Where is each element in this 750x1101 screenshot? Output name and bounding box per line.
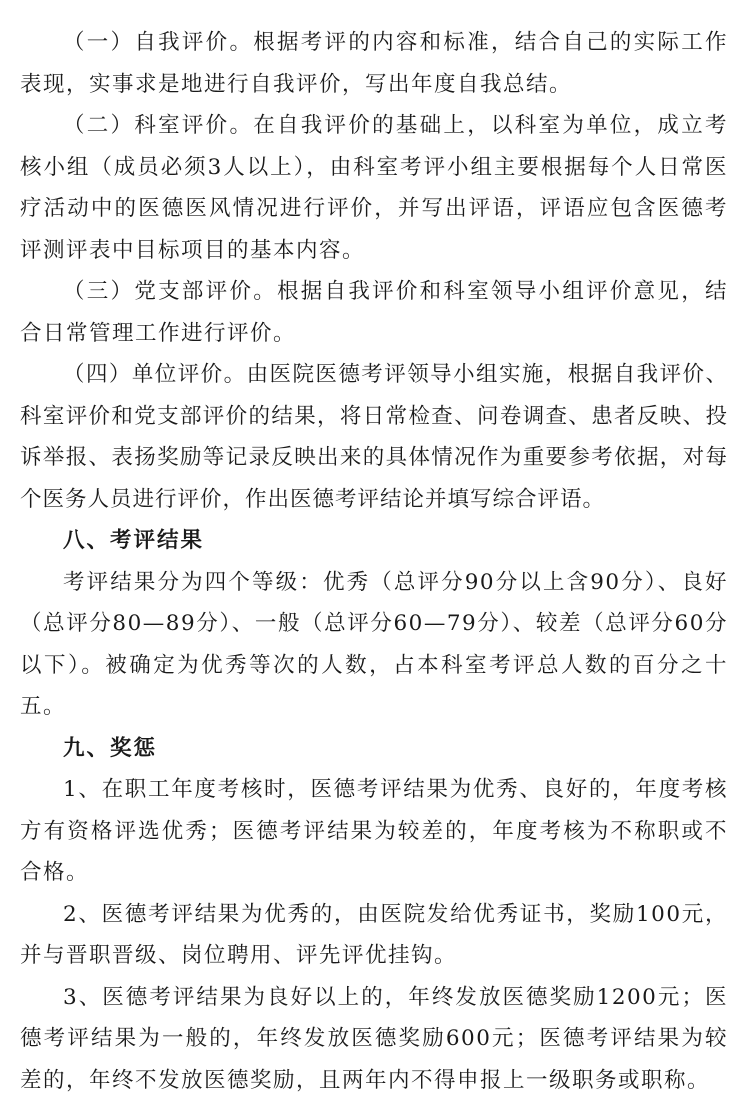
paragraph-reward-2: 2、医德考评结果为优秀的，由医院发给优秀证书，奖励100元，并与晋职晋级、岗位聘用、评先评优挂钩。 (20, 894, 728, 977)
section-heading-results: 八、考评结果 (20, 520, 728, 562)
paragraph-reward-1: 1、在职工年度考核时，医德考评结果为优秀、良好的，年度考核方有资格评选优秀；医德考评结果为较差的，年度考核为不称职或不合格。 (20, 769, 728, 894)
paragraph-department-evaluation: （二）科室评价。在自我评价的基础上，以科室为单位，成立考核小组（成员必须3人以上），由科室考评小组主要根据每个人日常医疗活动中的医德医风情况进行评价，并写出评语，评语应包含医德考评测评表中目标项目的基本内容。 (20, 105, 728, 271)
paragraph-reward-3: 3、医德考评结果为良好以上的，年终发放医德奖励1200元；医德考评结果为一般的，年终发放医德奖励600元；医德考评结果为较差的，年终不发放医德奖励，且两年内不得申报上一级职务或职称。 (20, 977, 728, 1101)
paragraph-unit-evaluation: （四）单位评价。由医院医德考评领导小组实施，根据自我评价、科室评价和党支部评价的结果，将日常检查、问卷调查、患者反映、投诉举报、表扬奖励等记录反映出来的具体情况作为重要参考依据，对每个医务人员进行评价，作出医德考评结论并填写综合评语。 (20, 354, 728, 520)
section-heading-rewards: 九、奖惩 (20, 728, 728, 770)
paragraph-self-evaluation: （一）自我评价。根据考评的内容和标准，结合自己的实际工作表现，实事求是地进行自我评价，写出年度自我总结。 (20, 22, 728, 105)
paragraph-party-branch-evaluation: （三）党支部评价。根据自我评价和科室领导小组评价意见，结合日常管理工作进行评价。 (20, 271, 728, 354)
paragraph-results: 考评结果分为四个等级：优秀（总评分90分以上含90分）、良好（总评分80—89分）、一般（总评分60—79分）、较差（总评分60分以下）。被确定为优秀等次的人数，占本科室考评总人数的百分之十五。 (20, 562, 728, 728)
